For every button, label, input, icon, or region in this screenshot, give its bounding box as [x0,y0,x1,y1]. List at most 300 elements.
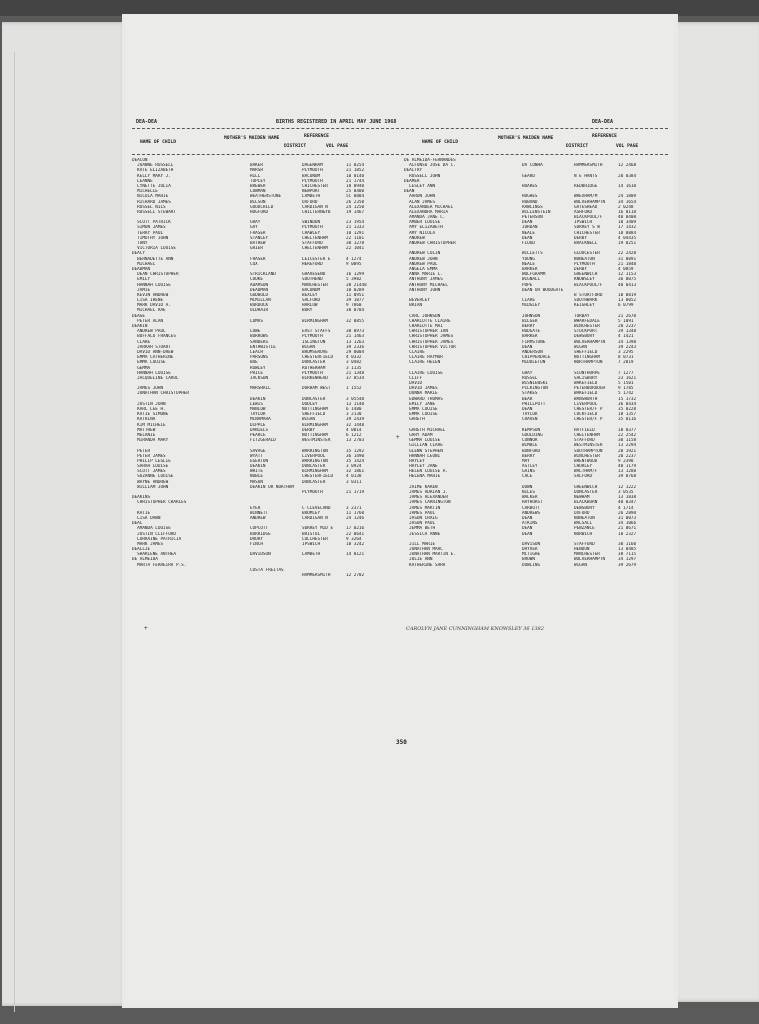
left-entry-cell-1: JONATHAN CHRISTOPHER [132,391,189,397]
left-entry-cell-4: 5 3982 [346,277,362,283]
left-entry-cell-1: BUFFALO FRANCES [132,334,176,340]
left-entry-cell-3: BIRKENHEAD [302,375,328,381]
right-entry-cell-4: 3 0535 [618,490,634,495]
left-entry-cell-3: IPSWICH [302,541,321,547]
left-entry-cell-2: COSTA FREITAS [250,567,284,573]
left-entry-cell-2: STRICKLAND [250,272,276,278]
right-entry-cell-1: JONATHAN MARTIN E. [404,552,456,558]
col-reference-left: REFERENCE [304,134,329,139]
left-entry-cell-1: KATIE SIMONE [132,412,169,418]
left-entry-cell-2: SANDERS [250,339,269,345]
right-entry-cell-4: 39 1348 [618,329,637,335]
header-right: DEA-DEA [592,119,614,125]
left-entry-cell-4: 10 3242 [346,541,365,547]
header-left: DEA-DEA [136,119,158,125]
right-entry-cell-3: WALSALL [574,521,593,527]
left-entry-cell-4: 4 0138 [346,474,362,480]
left-entry-cell-3: OXFORD [302,199,318,205]
left-entry-cell-3: DONCASTER [302,360,326,366]
right-entry-cell-3: PLYMOUTH [574,261,595,267]
right-entry-cell-2: WIGNALL [522,277,541,283]
register-sheet [126,14,674,1004]
right-entry-cell-1: JONATHAN MARC [404,547,443,553]
left-entry-cell-1: PETER [132,448,151,454]
right-entry-cell-3: NORTHAMPTON [574,360,603,366]
left-entry-cell-4: 36 1490 [346,453,365,459]
left-entry-cell-2: FINCH [250,541,263,547]
left-entry-cell-3: BIRMINGHAM [302,318,328,324]
right-entry-cell-4: 10 3409 [618,220,637,226]
left-entry-cell-3: BIRMINGHAM [302,422,328,428]
right-entry-cell-4: 4 04435 [618,235,637,241]
right-entry-cell-2: ANDERSON [522,349,543,355]
right-entry-cell-2: WILLETTS [522,251,543,257]
right-entry-cell-4: 22 2542 [618,432,637,438]
left-entry-cell-3: CHESTERFIELD [302,474,334,480]
left-entry-cell-1: HANNAH LOUISE [132,282,171,288]
left-entry-cell-2: LOMAS [250,318,263,324]
right-entry-cell-4: 34 1297 [618,557,637,563]
left-entry-cell-3: WIGAN [302,344,315,350]
left-entry-cell-1: MARK JAMES [132,541,164,547]
right-entry-cell-4: 40 0413 [618,282,637,288]
left-entry-cell-1: SHARLENE ANTHEA [132,552,176,558]
right-entry-cell-1: DAVID JAMES [404,386,438,392]
left-entry-cell-2: DIPPLE [250,422,266,428]
left-entry-cell-1: DAVID ANN-DREW [132,349,174,355]
right-entry-cell-1: EDWARD THOMAS [404,396,443,402]
right-entry-cell-1: ANTHONY MICHAEL [404,282,448,288]
left-entry-cell-4: 3 1135 [346,365,362,371]
left-entry-cell-3: HEREFORD [302,261,323,267]
right-entry-cell-3: SURREY S W [574,225,600,231]
right-entry-cell-4: 13 2294 [618,443,637,449]
right-entry-cell-4: 2 0248 [618,204,634,210]
tick-mark-left: + [144,625,148,632]
left-entry-cell-2: NOBLE [250,474,263,480]
left-entry-cell-1: DEAN CHRISTOPHER [132,272,179,278]
right-entry-cell-2: CARBUTT [522,505,541,511]
right-entry-cell-2: BEAR [522,396,533,402]
left-entry-cell-4: 3 0924 [346,464,362,470]
left-entry-cell-2: BOE [250,360,258,366]
right-entry-cell-2: PHILLPOTT [522,401,546,407]
left-entry-cell-4: 23 1954 [346,220,365,226]
left-entry-cell-1: LISA IRENE [132,298,164,304]
right-entry-cell-3: STAFFORD [574,438,595,444]
tick-mark-right: + [396,434,400,441]
right-entry-cell-2: DEAN OR WOODGATE [522,287,564,293]
right-entry-cell-3: SCUNTHORPE [574,370,600,376]
right-entry-cell-3: WIGAN [574,562,587,568]
right-entry-cell-2: DEAN [522,526,533,532]
right-entry-cell-1: ANDREW COLIN [404,251,441,257]
right-entry-cell-2: NEALE [522,230,535,236]
right-entry-cell-2: GRAY [522,370,533,376]
right-entry-cell-1: ANTHONY JAMES [404,277,443,283]
left-entry-cell-4: 21 1348 [346,370,365,376]
left-entry-cell-1: MARTA FERREIRA P.S. [132,562,187,568]
right-entry-cell-4: 19 0251 [618,241,637,246]
right-entry-cell-1: GARETH MICHAEL [404,427,446,433]
right-entry-cell-3: CHESTER/F P [574,417,603,423]
left-entry-cell-1: MELANIE [132,432,156,438]
left-entry-cell-3: CHESTERFIELD [302,355,334,361]
left-entry-cell-3: BACONUM [302,173,321,179]
register-page [122,14,678,1008]
left-entry-cell-3: DURHAM WEST [302,386,331,392]
page-number: 350 [396,739,407,746]
right-entry-cell-3: STAFFORD [574,541,595,547]
left-entry-cell-3: NOTTINGHAM [302,432,328,438]
left-entry-cell-2: BURDOCK [250,303,269,309]
right-entry-cell-3: SALFORD [574,474,593,480]
left-entry-cell-4: 4 0332 [346,355,362,361]
left-entry-cell-3: PLYMOUTH [302,334,323,340]
right-entry-cell-3: NUNEATON [574,515,595,521]
right-entry-cell-3: HATFIELD [574,427,595,433]
right-entry-cell-1: BRIAN [404,303,423,309]
right-entry-cell-2: DOWLING [522,562,541,568]
right-entry-cell-2: BARKER [522,266,538,272]
right-entry-cell-4: 12 2468 [618,163,637,169]
right-entry-cell-4: 12 1222 [618,484,637,490]
left-entry-cell-2: SAVAGE [250,448,266,454]
right-entry-cell-4: 39 2243 [618,344,637,350]
right-entry-cell-1: ANGELA EMMA [404,266,438,272]
left-entry-cell-4: 19 1467 [346,209,365,215]
left-entry-cell-2: MARSHALL [250,386,271,392]
right-entry-cell-4: 20 2237 [618,324,637,329]
left-entry-cell-1: BERNADETTE ANN [132,256,174,262]
right-entry-cell-3: KNOWSLEY [574,277,595,283]
right-entry-cell-4: 34 1654 [618,199,637,205]
right-entry-cell-4: 39 0768 [618,474,637,480]
left-entry-cell-4: 37 0534 [346,375,365,381]
right-entry-cell-1: JESSICA ANNE [404,531,441,537]
left-entry-cell-3: BROMLEY [302,510,321,516]
right-entry-cell-4: 7 2819 [618,360,634,366]
right-entry-cell-1: JULIE ANN [404,557,433,563]
header-rule-top [132,128,668,129]
left-entry-cell-1: TIMOTHY JOHN [132,235,169,241]
right-entry-cell-3: SHEFFIELD [574,349,598,355]
left-entry-cell-4: 13 1263 [346,339,365,345]
left-entry-cell-3: CARDIGAN N [302,204,328,210]
left-entry-cell-1: MICHELLE [132,189,158,195]
right-entry-cell-4: 40 0347 [618,500,637,506]
right-entry-cell-2: GEARD [522,173,535,179]
left-entry-cell-4: 21 1463 [346,334,365,340]
header-title: BIRTHS REGISTERED IN APRIL MAY JUNE 1968 [276,119,397,125]
left-entry-cell-4: 10 0289 [346,287,365,293]
left-entry-cell-2: HOGFORD [250,209,269,215]
right-entry-cell-1: CHARLOTTE CLAIRE [404,318,451,324]
left-entry-cell-2: BURRIDGE [250,531,271,537]
right-entry-cell-3: REDBRIDGE [574,183,598,189]
right-entry-cell-2: HUGHES [522,194,538,200]
right-entry-cell-4: 4 1421 [618,334,634,340]
right-entry-cell-1: AMBER LOUISE [404,220,441,226]
left-entry-cell-4: 22 1041 [346,246,365,252]
right-entry-cell-2: DA CUNHA [522,163,543,169]
left-entry-cell-2: ANDREW [250,515,266,521]
left-entry-cell-1: SIMON JAMES [132,225,166,231]
left-entry-cell-4: 10 1291 [346,230,365,236]
right-entry-cell-1: GEMMA LOUISE [404,438,441,444]
right-entry-cell-4: 7 1277 [618,370,634,376]
right-entry-cell-3: BLACKPOOL/F [574,215,603,221]
left-entry-row [132,573,372,578]
left-entry-cell-1: LORRAINE PATRICIA [132,536,182,542]
left-entry-cell-1: DEADMAN [132,266,151,272]
right-entry-cell-4: 4 1714 [618,505,634,511]
left-entry-cell-4: 39 1077 [346,298,365,304]
right-entry-cell-3: BLACKPOOL/F [574,282,603,288]
right-entry-cell-2: GAINS [522,469,535,475]
right-entry-cell-4: 20 0384 [618,173,637,179]
left-entry-cell-3: CRAWLEY [302,230,321,236]
left-entry-cell-2: LOWE [250,329,261,335]
right-entry-cell-2: FLOOD [522,241,535,246]
left-entry-cell-4: 25 0480 [346,189,365,195]
left-entry-cell-1: RUSSEL NILS [132,204,166,210]
right-entry-cell-1: JASON CRAIG [404,515,438,521]
left-entry-cell-3: SWINDON [302,220,321,226]
right-entry-cell-3: WINCHESTER [574,453,600,459]
left-entry-cell-4: 32 1861 [346,469,365,475]
left-entry-cell-1: JARRAH STUART [132,344,171,350]
right-entry-cell-1: CLAIRE RAYMOR [404,355,443,361]
left-entry-cell-4: 29 0004 [346,349,365,355]
right-entry-cell-3: SOUTHWARK [574,298,598,304]
left-entry-cell-3: CHELTENHAM [302,246,328,252]
left-entry-cell-1: MIRANDA MARY [132,438,169,444]
left-entry-cell-1: JAMIE [132,287,151,293]
left-entry-cell-2: LEACH [250,349,263,355]
right-entry-cell-4: 31 0091 [618,256,637,262]
left-entry-cell-2: GRAY [250,220,261,226]
left-entry-cell-2: PEARCE [250,432,266,438]
left-entry-cell-3: PLYMOUTH [302,178,323,184]
right-entry-cell-1: JEMMA BETH [404,526,436,532]
right-entry-cell-2: HODGATE [522,329,541,335]
left-entry-cell-2: WINNETT [250,510,269,516]
right-entry-cell-1: ANDREW PAUL [404,261,438,267]
right-entry-cell-1: AARON JOHN [404,194,436,200]
left-entry-cell-2: EGERTON [250,458,269,464]
right-entry-cell-3: WANSWORTH [574,396,598,402]
right-entry-cell-4: 39 2679 [618,562,637,568]
header-rule-bottom [132,154,668,155]
left-entry-cell-3: DONCASTER [302,479,326,485]
right-entry-cell-3: DONCASTER [574,490,598,495]
right-entry-cell-3: WINCHESTER [574,324,600,329]
left-entry-cell-3: LEICESTER E [302,256,331,262]
right-entry-cell-4: 23 1621 [618,375,637,381]
right-entry-cell-1: RUSSELL JOHN [404,173,441,179]
right-entry-cell-4: 38 7115 [618,552,637,558]
right-entry-cell-4: 36 0434 [618,401,637,407]
right-entry-cell-1: DEAN [404,189,415,195]
left-entry-cell-2: COPCUTT [250,526,269,532]
left-entry-cell-4: 11 0951 [346,292,365,298]
right-entry-cell-1: CHRISTOPHER IAN [404,329,448,335]
left-entry-cell-1: RICHARD JAMES [132,199,171,205]
right-entry-cell-1: JAIME KAREN [404,484,438,490]
left-entry-cell-2: FRASER [250,256,266,262]
right-entry-cell-1: ALAN JAMES [404,199,436,205]
right-entry-cell-1: JAMES ALEXANDER [404,495,448,501]
right-entry-cell-4: 15 1732 [618,396,637,402]
left-entry-cell-2: GRIER [250,246,263,252]
right-entry-cell-3: MANCHESTER [574,552,600,558]
left-entry-cell-1: GEMMA [132,365,151,371]
left-entry-cell-2: COX [250,261,258,267]
right-entry-cell-1: GILLIAN CLARE [404,443,443,449]
right-entry-cell-3: LIVERPOOL [574,401,598,407]
right-entry-cell-3: PENZANCE [574,526,595,532]
left-entry-cell-2: BREWER [250,183,266,189]
left-entry-cell-1: KEVIN ANDREW [132,292,169,298]
left-entry-cell-1: DEAL [132,521,143,527]
right-entry-cell-1: CHRISTOPHER JAMES [404,339,454,345]
left-entry-cell-3: MANCHESTER [302,282,328,288]
left-entry-cell-3: ISLINGTON [302,339,326,345]
right-entry-cell-3: HENDON [574,547,590,553]
left-entry-cell-4: 9 0095 [346,261,362,267]
right-entry-cell-3: SALISBURY [574,375,598,381]
left-entry-cell-2: MASON [250,479,263,485]
right-entry-cell-1: CLIFF [404,375,423,381]
left-entry-cell-2: WHITE [250,469,263,475]
right-entry-cell-1: CLAIRE LOUISE [404,370,443,376]
left-column-entries [132,158,372,578]
right-entry-cell-2: MCTIGHE [522,552,541,558]
left-entry-cell-2: DEAKIN [250,464,266,470]
left-entry-cell-4: 3 2371 [346,505,362,511]
right-entry-cell-2: WISNIEWSKI [522,381,548,387]
right-entry-cell-4: 34 1066 [618,521,637,527]
left-entry-cell-1: TONY [132,241,148,246]
right-entry-cell-3: WHARFEDALE [574,318,600,324]
right-entry-cell-4: 13 0052 [618,298,637,304]
left-entry-cell-4: 32 1448 [346,422,365,428]
right-entry-cell-3: WAKEFIELD [574,391,598,397]
left-adjacent-page [2,22,127,1006]
left-entry-cell-2: BURROWS [250,334,269,340]
right-entry-cell-2: KEMPSON [522,427,541,433]
left-entry-cell-4: 13 1140 [346,401,365,407]
left-entry-cell-1: ANDREW PAUL [132,329,166,335]
right-entry-cell-3: WOLVERHAMPTN [574,199,606,205]
left-entry-cell-3: CHILTERN&YB [302,209,331,215]
right-entry-cell-1: CHRISTOPHER VICTOR [404,344,456,350]
right-entry-cell-4: 6 0799 [618,303,634,309]
left-entry-cell-1: JUSTIN JOHN [132,401,166,407]
right-entry-cell-3: NUNEATON [574,256,595,262]
left-entry-cell-1: DEAKINS [132,495,151,501]
left-entry-cell-3: WESTMINSTER [302,438,331,444]
left-entry-cell-2: WEATHERSTONE [250,194,282,200]
right-entry-cell-3: TORBAY [574,313,590,319]
right-entry-cell-2: DAVISON [522,541,541,547]
right-entry-cell-1: CARL JOHNSON [404,313,441,319]
right-entry-cell-3: ASHFORD [574,209,593,215]
right-entry-cell-1: LESLEY ANN [404,183,436,189]
left-entry-cell-1: PETER ALAN [132,318,164,324]
right-entry-cell-2: DEAN [522,220,533,226]
right-entry-cell-3: WIGAN [574,344,587,350]
right-entry-cell-4: 20 2237 [618,453,637,459]
right-entry-cell-4: 18 0884 [618,230,637,236]
left-entry-cell-3: CARDIGAN N [302,515,328,521]
right-entry-cell-1: JILL MARIE [404,541,436,547]
left-entry-cell-3: SOUTHEND [302,277,323,283]
left-entry-cell-1: KATRINA [132,417,156,423]
left-entry-cell-2: DEAKIN OR NORTHAM [250,484,294,490]
left-entry-cell-4: 17 0216 [346,526,365,532]
right-entry-cell-1: ANDREW [404,235,425,241]
left-entry-cell-1: RUSSELL STEWART [132,209,176,215]
right-entry-cell-2: BERRY [522,453,535,459]
right-entry-cell-3: IPSWICH [574,220,593,226]
left-entry-cell-1: EMILY [132,277,151,283]
right-entry-cell-2: RAWLINGS [522,204,543,210]
right-entry-cell-2: BUNFORD [522,448,541,454]
right-entry-cell-1: ALEXANDRA MARIA [404,209,448,215]
left-entry-cell-2: MANLOW [250,407,266,412]
col-district-left: DISTRICT [284,144,307,149]
right-entry-cell-4: 35 0116 [618,417,637,423]
left-entry-cell-3: SURREY MID E [302,526,334,532]
col-volpage-left: VOL PAGE [326,144,349,149]
right-entry-cell-3: DEWSBURY [574,505,595,511]
left-entry-cell-4: 21 1852 [346,168,365,174]
left-entry-cell-2: ENTHWISTLE [250,344,276,350]
left-entry-cell-2: HILL [250,173,261,179]
right-entry-cell-4: 12 1153 [618,272,637,278]
left-entry-cell-3: SALFORD [302,298,321,304]
left-entry-cell-1: CHRISTOPHER CHARLES [132,500,187,506]
left-entry-cell-4: 21 1719 [346,490,365,495]
right-entry-cell-4: 40 0408 [618,215,637,221]
left-entry-cell-1: KIM MICHELE [132,422,166,428]
left-entry-cell-4: 35 1424 [346,458,365,464]
right-entry-cell-4: 26 2898 [618,510,637,516]
left-entry-cell-3: BACONUM [302,287,321,293]
right-entry-cell-4: 5 1501 [618,381,634,387]
left-entry-cell-1: DEACON [132,158,148,163]
left-entry-cell-1: AMANDA LOUISE [132,526,171,532]
left-entry-cell-1: SUZANNE LOUISE [132,474,174,480]
left-entry-cell-4: 4 1274 [346,256,362,262]
right-entry-cell-3: DERBY [574,235,587,241]
left-entry-cell-1: JAMES JOHN [132,386,164,392]
right-entry-cell-4: 4 0859 [618,266,634,272]
right-entry-cell-4: 30 1160 [618,541,637,547]
right-entry-cell-2: BROWN [522,557,535,563]
right-entry-cell-4: 8 0731 [618,355,634,361]
right-entry-cell-4: 18 1357 [618,412,637,418]
right-entry-cell-2: BARKER [522,334,538,340]
right-entry-cell-2: CALE [522,474,533,480]
right-entry-cell-2: MAY [522,458,530,464]
right-entry-cell-3: WOLVERHAMPTN [574,339,606,345]
right-entry-cell-1: CHRISTOPHER JAMES [404,334,454,340]
right-entry-cell-4: 17 1432 [618,225,637,231]
left-entry-cell-4: 16 1299 [346,272,365,278]
